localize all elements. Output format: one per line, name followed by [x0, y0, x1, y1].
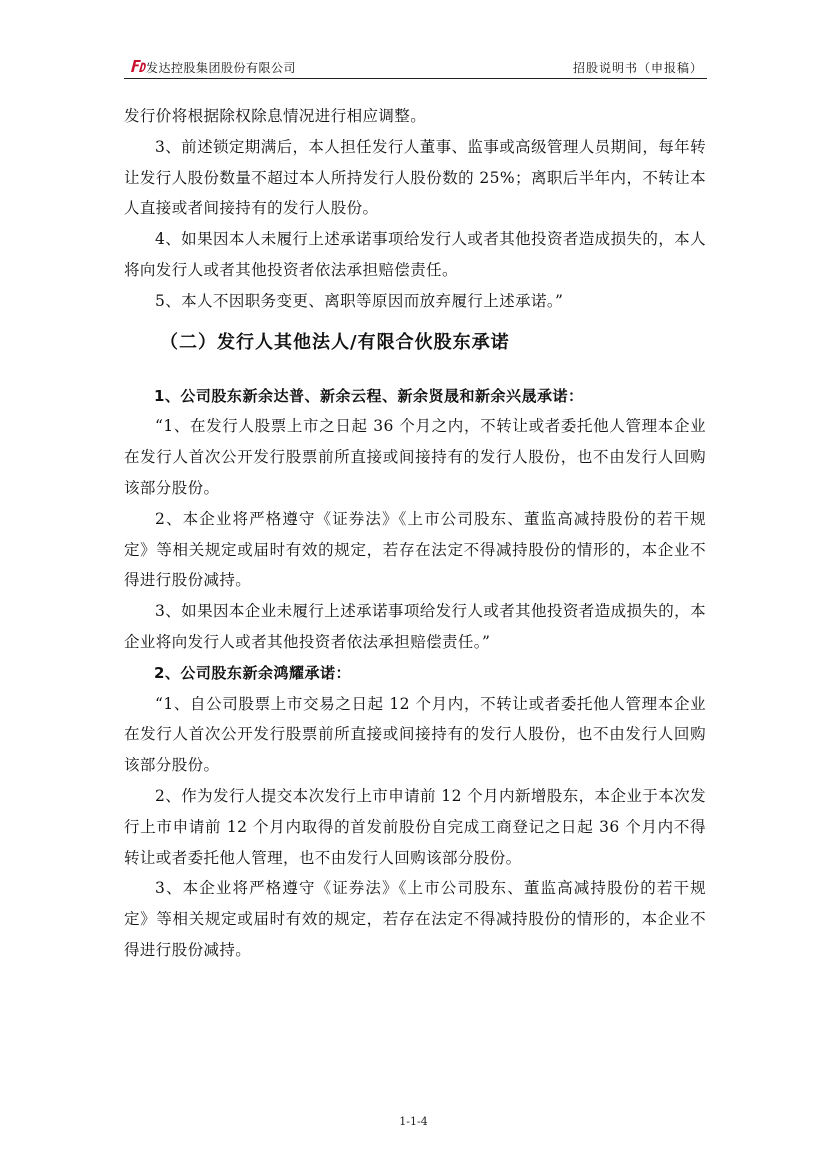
paragraph: 3、本企业将严格遵守《证券法》《上市公司股东、董监高减持股份的若干规定》等相关规定或届时有效的规定，若存在法定不得减持股份的情形的，本企业不得进行股份减持。 [124, 879, 706, 959]
paragraph: 3、如果因本企业未履行上述承诺事项给发行人或者其他投资者造成损失的，本企业将向发行人或者其他投资者依法承担赔偿责任。” [124, 602, 706, 651]
paragraph: 3、前述锁定期满后，本人担任发行人董事、监事或高级管理人员期间，每年转让发行人股份数量不超过本人所持发行人股份数的 25%；离职后半年内，不转让本人直接或者间接持有的发行人股份。 [124, 137, 706, 218]
document-type: 招股说明书（申报稿） [572, 61, 703, 75]
section-title: （二）发行人其他法人/有限合伙股东承诺 [160, 331, 510, 353]
fd-logo-icon [130, 59, 146, 73]
paragraph: 发行价将根据除权除息情况进行相应调整。 [124, 107, 427, 125]
company-name: 发达控股集团股份有限公司 [146, 61, 297, 75]
subsection-title: 1、公司股东新余达普、新余云程、新余贤晟和新余兴晟承诺： [154, 386, 584, 405]
page-content [124, 101, 706, 966]
paragraph: 2、本企业将严格遵守《证券法》《上市公司股东、董监高减持股份的若干规定》等相关规定或届时有效的规定，若存在法定不得减持股份的情形的，本企业不得进行股份减持。 [124, 509, 706, 590]
subsection-title: 2、公司股东新余鸿耀承诺： [154, 663, 351, 682]
paragraph: 4、如果因本人未履行上述承诺事项给发行人或者其他投资者造成损失的，本人将向发行人或者其他投资者依法承担赔偿责任。 [124, 230, 706, 279]
paragraph: 5、本人不因职务变更、离职等原因而放弃履行上述承诺。” [155, 291, 564, 310]
page-number: 1-1-4 [399, 1115, 428, 1128]
paragraph: “1、自公司股票上市交易之日起 12 个月内，不转让或者委托他人管理本企业在发行人首次公开发行股票前所直接或间接持有的发行人股份，也不由发行人回购该部分股份。 [124, 694, 706, 775]
paragraph: 2、作为发行人提交本次发行上市申请前 12 个月内新增股东，本企业于本次发行上市申请前 12 个月内取得的首发前股份自完成工商登记之日起 36 个月内不得转让或者委托他人管理，也不由发行人回购该部分股份。 [124, 786, 706, 867]
paragraph: “1、在发行人股票上市之日起 36 个月之内，不转让或者委托他人管理本企业在发行人首次公开发行股票前所直接或间接持有的发行人股份，也不由发行人回购该部分股份。 [124, 417, 706, 497]
page-header [124, 54, 707, 79]
